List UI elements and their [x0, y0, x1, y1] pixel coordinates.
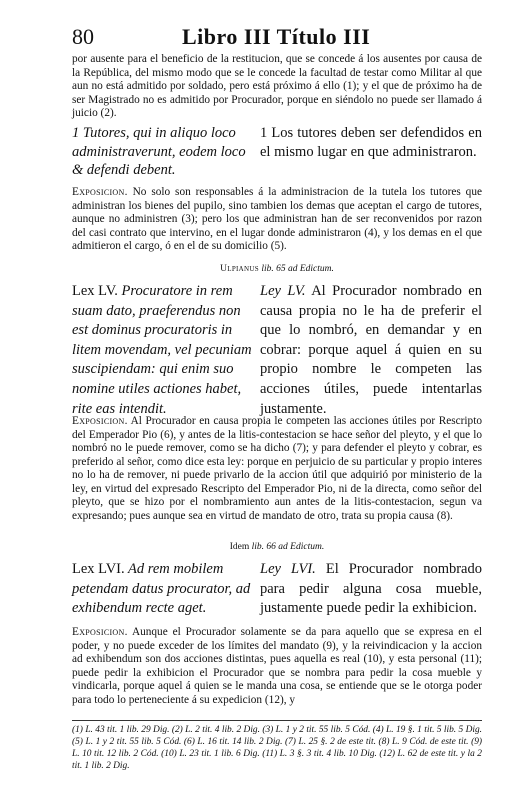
exposicion-label: Exposicion. [72, 626, 128, 638]
running-head: Libro III Título III [182, 24, 371, 49]
exposicion-text: No solo son responsables á la administracion de la tutela los tutores que administran los bienes del pupilo, sino tambien los demas que aceptan el cargo de tutores, aunque no administren (3); pero los que administran han de ser reconvenidos por razon del casi contrato que intervino, en el lugar donde administraron (4), y los demas en el que admitieron el cargo, ó en el de su domicilio (5). [72, 186, 482, 252]
law-56-spanish [260, 560, 482, 619]
exposicion-3 [72, 626, 482, 707]
law-56-spanish-text: El Procurador nombrado para pedir alguna cosa mueble, justamente puede pedir la exhibicion. [260, 561, 482, 617]
law-56-latin-label: Lex LVI. [72, 561, 125, 577]
exposicion-2 [72, 415, 482, 523]
law-55-latin [72, 282, 252, 419]
citation-author: Idem [229, 542, 250, 552]
exposicion-label: Exposicion. [72, 186, 128, 198]
law-55-latin-text: Procuratore in rem suam dato, praeferendus non est dominus procuratoris in litem movendam, vel pecuniam suscipiendam: qui enim suo nomine utiles actiones habet, rite eas intendit. [72, 283, 252, 417]
law-56-latin [72, 560, 252, 619]
citation-reference: lib. 66 ad Edictum. [249, 542, 325, 552]
citation-author: Ulpianus [220, 264, 259, 274]
exposicion-text: Aunque el Procurador solamente se da para aquello que se expresa en el poder, y no puede exceder de los límites del mandato (9), y la reivindicacion y la accion ad exhibendum son dos acciones distintas, pues aquella es real (10), y esta personal (11); puede pedir la exhibicion el Procurador que se nombra para pedir la cosa mueble y vindicarla, porque aquel á quien se le manda una cosa, se entiende que se le otorga poder para todo lo perteneciente á su expedicion (12), y [72, 626, 482, 706]
latin-text: 1 Tutores, qui in aliquo loco administraverunt, eodem loco & defendi debent. [72, 125, 246, 178]
law-56-latin-text: Ad rem mobilem petendam datus procurator, ad exhibendum recte aget. [72, 561, 251, 617]
law-55-spanish [260, 282, 482, 419]
footnote-rule [72, 720, 482, 721]
exposicion-label: Exposicion. [72, 415, 128, 427]
law-55 [72, 282, 482, 417]
page-header [72, 24, 482, 54]
exposicion-1 [72, 186, 482, 254]
law-55-spanish-label: Ley LV. [260, 283, 306, 299]
citation-reference: lib. 65 ad Edictum. [258, 264, 334, 274]
spanish-text: 1 Los tutores deben ser defendidos en el mismo lugar en que administraron. [260, 125, 482, 160]
intro-paragraph: por ausente para el beneficio de la restitucion, que se concede á los ausentes por causa de la República, del mismo modo que se le concede la facultad de testar como Militar al que aun no está admitido por soldado, pero está próximo á ello (1); y el que de próximo ha de ser Magistrado no es admitido por Procurador, porque en siéndolo no puede ser llamado á juicio (2). [72, 53, 482, 120]
exposicion-text: Al Procurador en causa propia le competen las acciones útiles por Rescripto del Emperador Pio (6), y antes de la litis-contestacion se hace señor del pleyto, y el que lo nombró no le puede remover, como se ha dicho (7); y para defender el pleyto y cobrar, es preferido al señor, como dice esta ley: porque en perjuicio de su particular y propio interes no lo ha de remover, ni puede privarlo de la accion útil que adquirió por ministerio de la ley, en virtud del expresado Rescripto del Emperador Pio, ni de la directa, como señor del pleyto, que se hizo por el nombramiento aun antes de la litis-contestacion, segun va expresando; pues aunque sea en virtud de mandato de otro, trata su propia causa (8). [72, 415, 482, 522]
citation-2 [72, 542, 482, 552]
law-55-spanish-text: Al Procurador nombrado en causa propia no le ha de preferir el que lo nombró, en demandar y en cobrar: porque aquel á quien en su propio nombre le competen las acciones útiles, puede intentarlas justamente. [260, 283, 482, 417]
law-55-latin-label: Lex LV. [72, 283, 118, 299]
section-1 [72, 124, 482, 184]
citation-1 [72, 264, 482, 274]
law-56 [72, 560, 482, 622]
page-number: 80 [72, 24, 94, 49]
law-56-spanish-label: Ley LVI. [260, 561, 316, 577]
footnotes: (1) L. 43 tit. 1 lib. 29 Dig. (2) L. 2 tit. 4 lib. 2 Dig. (3) L. 1 y 2 tit. 55 lib. 5 Cód. (4) L. 19 §. 1 tit. 5 lib. 5 Dig. (5) L. 1 y 2 tit. 55 lib. 5 Cód. (6) L. 16 tit. 14 lib. 2 Dig. (7) L. 25 §. 2 de este tit. (8) L. 9 Cód. de este tit. (9) L. 10 tit. 12 lib. 2 Cód. (10) L. 23 tit. 1 lib. 6 Dig. (11) L. 3 §. 3 tit. 4 lib. 10 Dig. (12) L. 62 de este tit. y la 2 tit. 1 lib. 2 Dig. [72, 725, 482, 771]
